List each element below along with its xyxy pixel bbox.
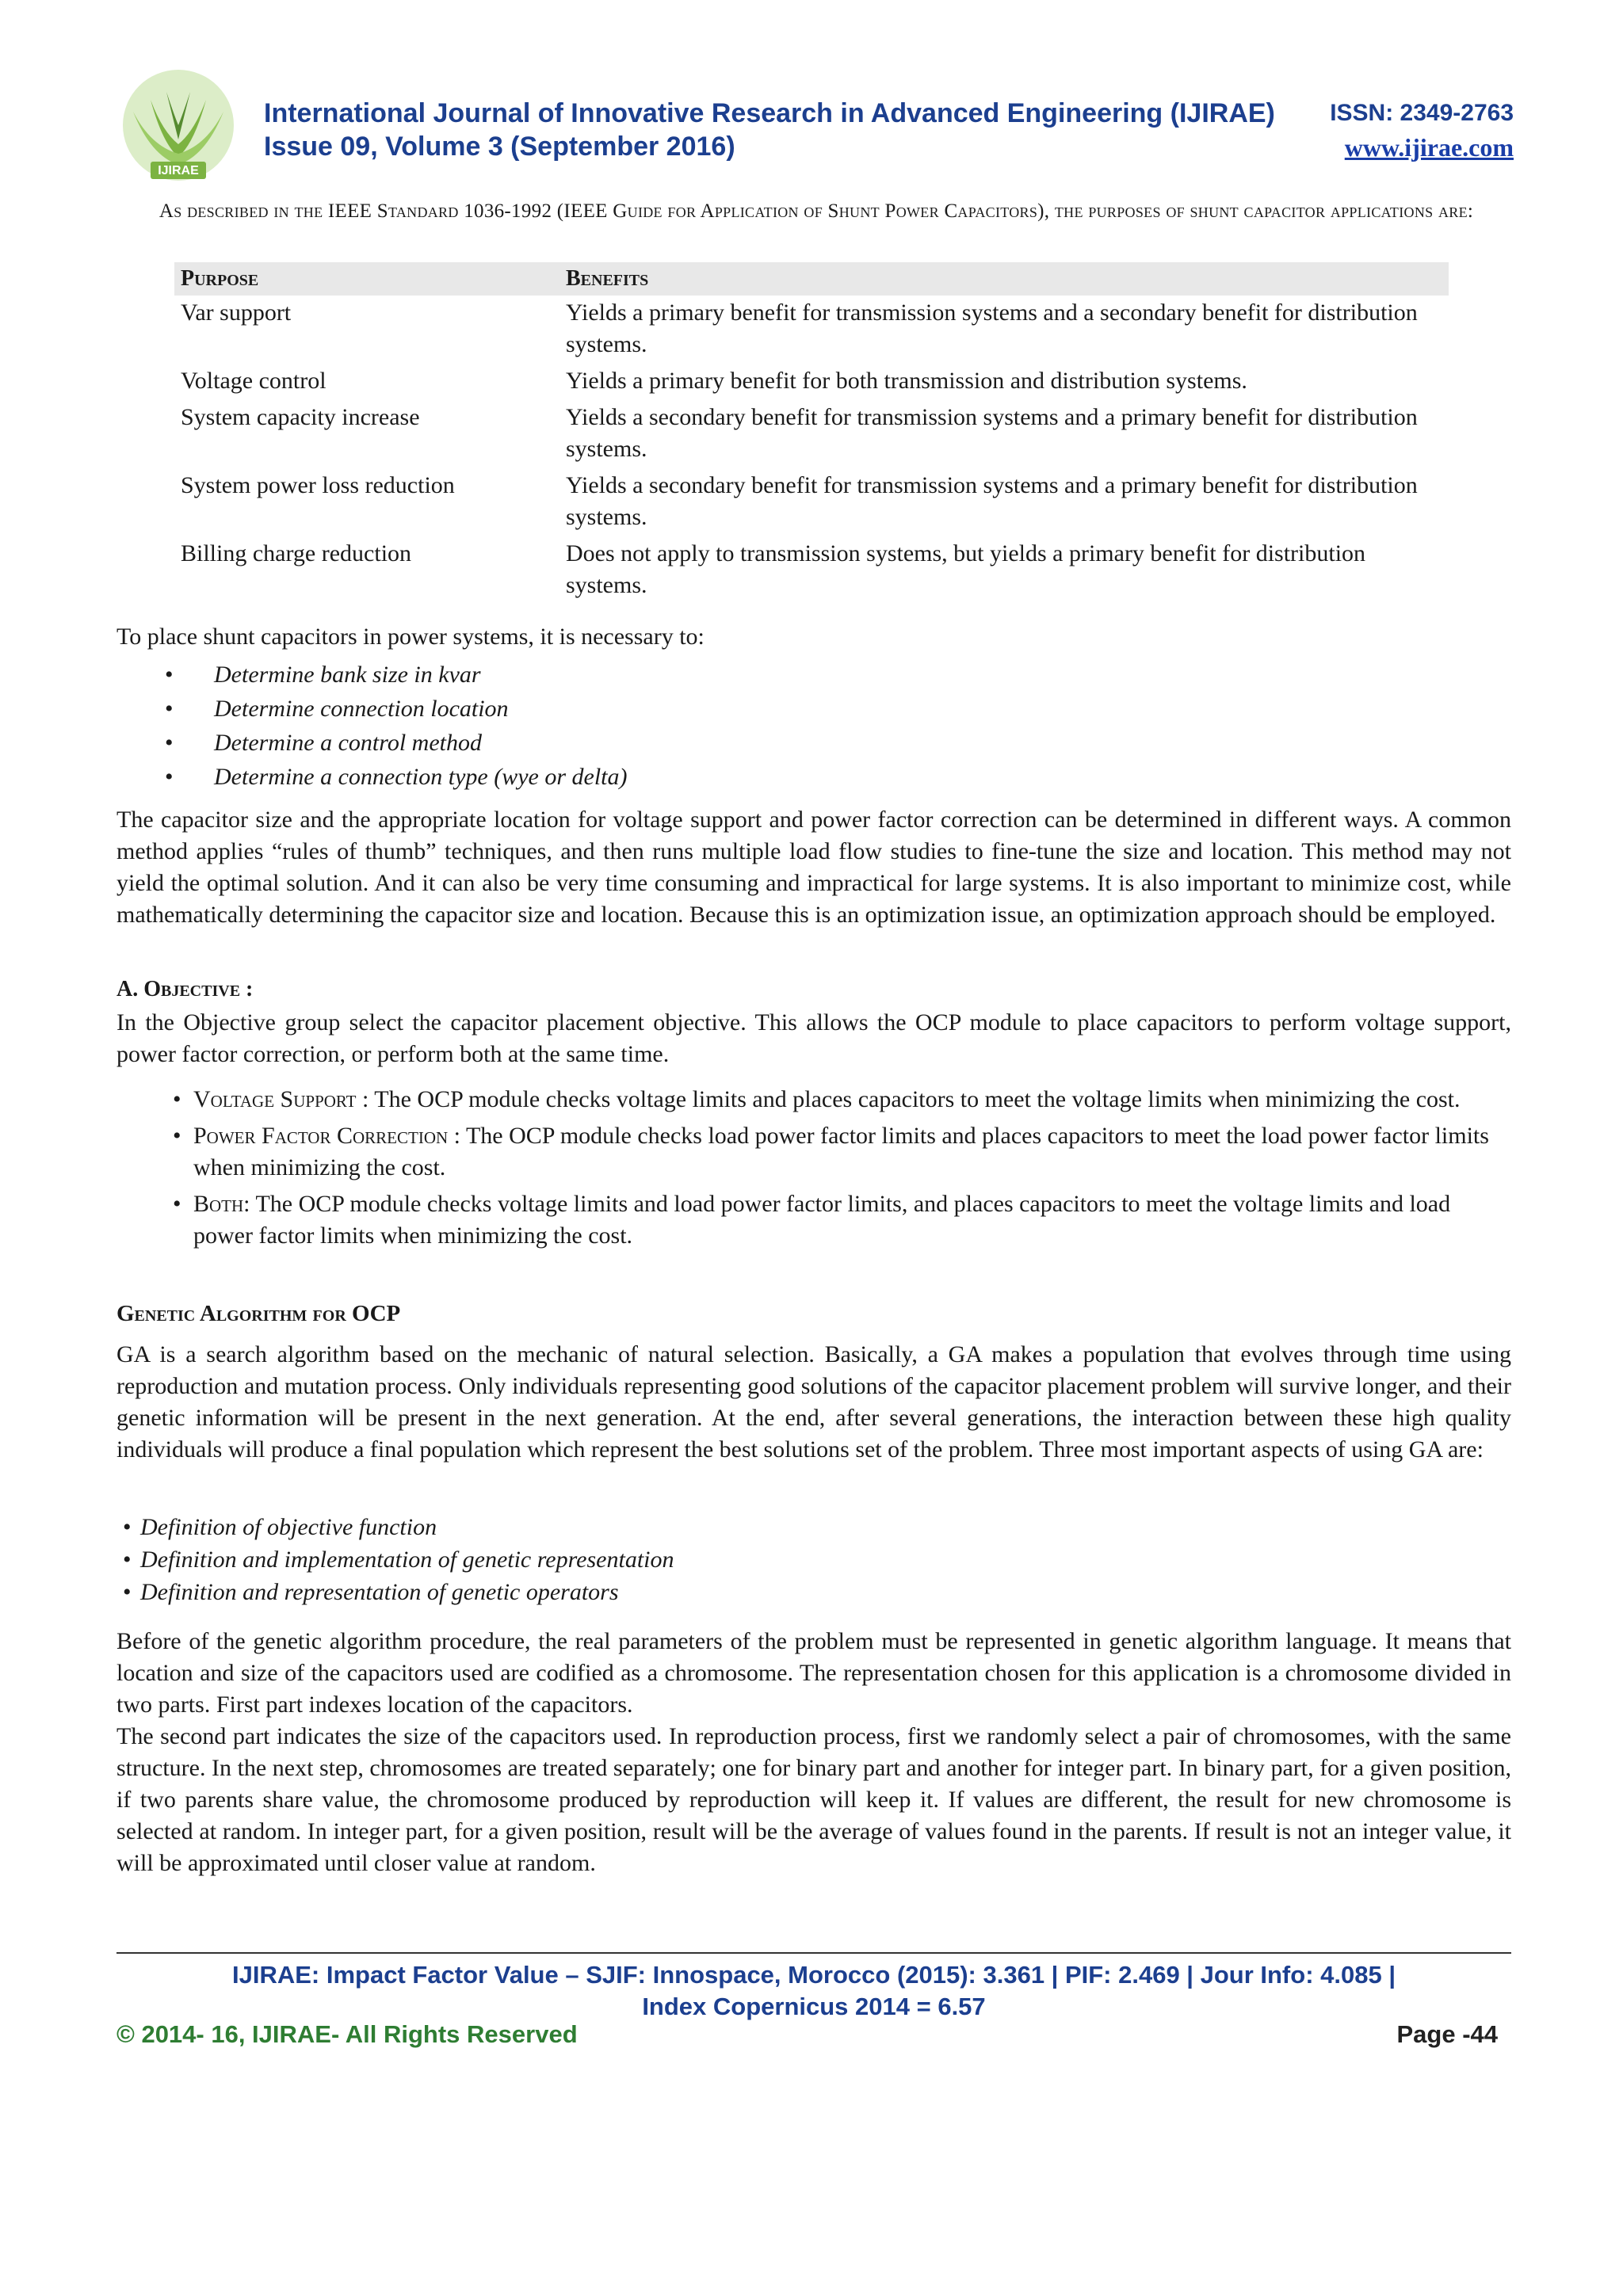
ga-aspects-list	[123, 1511, 674, 1608]
footer-divider	[116, 1952, 1511, 1954]
list-item: • Determine a control method	[165, 726, 627, 760]
task-list	[165, 658, 627, 794]
table-cell-purpose: Var support	[181, 299, 292, 326]
table-cell-purpose: Billing charge reduction	[181, 540, 412, 566]
table-row	[174, 400, 1449, 468]
journal-url-link[interactable]: www.ijirae.com	[1344, 133, 1514, 162]
table-header-purpose: Purpose	[174, 262, 559, 296]
table-cell-benefit: Yields a primary benefit for transmission systems and a secondary benefit for distribution systems.	[566, 299, 1418, 357]
lead-sentence: To place shunt capacitors in power systems, it is necessary to:	[116, 624, 705, 650]
list-item: • Definition of objective function	[123, 1511, 674, 1543]
paragraph-objective: In the Objective group select the capacitor placement objective. This allows the OCP module to place capacitors to perform voltage support, power factor correction, or perform both at the same time.	[116, 1009, 1511, 1067]
list-item: • Determine bank size in kvar	[165, 658, 627, 692]
table-cell-benefit: Yields a secondary benefit for transmission systems and a primary benefit for distribution systems.	[566, 472, 1418, 530]
shunt-capacitor-purpose-table	[174, 262, 1449, 605]
list-item	[173, 1084, 1512, 1116]
objective-label: Both:	[193, 1191, 250, 1217]
journal-issn: ISSN: 2349-2763	[1330, 100, 1514, 126]
footer-impact-line-2: Index Copernicus 2014 = 6.57	[642, 1993, 986, 2020]
paragraph-ga: GA is a search algorithm based on the mechanic of natural selection. Basically, a GA makes a population that evolves through time using reproduction and mutation process. Only individuals representing good solutions of the capacitor placement problem will survive longer, and their genetic information will be present in the next generation. At the end, after several generations, the interaction between these high quality individuals will produce a final population which represent the best solutions set of the problem. Three most important aspects of using GA are:	[116, 1341, 1511, 1463]
table-cell-purpose: System power loss reduction	[181, 472, 455, 498]
table-cell-purpose: System capacity increase	[181, 404, 420, 430]
section-heading-genetic-algorithm: Genetic Algorithm for OCP	[116, 1301, 401, 1326]
paragraph-representation: Before of the genetic algorithm procedure, the real parameters of the problem must be represented in genetic algorithm language. It means that location and size of the capacitors used are codified as a chromosome. The representation chosen for this application is a chromosome divided in two parts. First part indexes location of the capacitors.	[116, 1628, 1511, 1718]
objective-label: Voltage Support :	[193, 1086, 369, 1112]
list-item	[173, 1188, 1512, 1252]
table-cell-purpose: Voltage control	[181, 368, 327, 394]
table-row	[174, 296, 1449, 364]
objective-text: The OCP module checks voltage limits and places capacitors to meet the voltage limits when minimizing the cost.	[369, 1086, 1461, 1112]
footer-impact-line-1: IJIRAE: Impact Factor Value – SJIF: Innospace, Morocco (2015): 3.361 | PIF: 2.469 | Jour Info: 4.085 |	[232, 1961, 1396, 1989]
list-item: • Definition and implementation of genetic representation	[123, 1543, 674, 1576]
objective-list	[173, 1084, 1512, 1257]
journal-issue: Issue 09, Volume 3 (September 2016)	[264, 132, 735, 162]
footer-copyright: © 2014- 16, IJIRAE- All Rights Reserved	[116, 2020, 578, 2048]
table-cell-benefit: Yields a secondary benefit for transmission systems and a primary benefit for distribution systems.	[566, 404, 1418, 462]
table-caption: As described in the IEEE Standard 1036-1992 (IEEE Guide for Application of Shunt Power Capacitors), the purposes of shunt capacitor applications are:	[158, 200, 1474, 222]
table-cell-benefit: Yields a primary benefit for both transmission and distribution systems.	[566, 368, 1247, 394]
journal-title: International Journal of Innovative Research in Advanced Engineering (IJIRAE)	[264, 98, 1275, 128]
section-heading-objective: A. Objective :	[116, 977, 254, 1001]
table-row	[174, 364, 1449, 400]
list-item	[173, 1120, 1512, 1184]
paragraph-method: The capacitor size and the appropriate location for voltage support and power factor correction can be determined in different ways. A common method applies “rules of thumb” techniques, and then runs multiple load flow studies to fine-tune the size and location. This method may not yield the optimal solution. And it can also be very time consuming and impractical for large systems. It is also important to minimize cost, while mathematically determining the capacitor size and location. Because this is an optimization issue, an optimization approach should be employed.	[116, 807, 1511, 928]
svg-text:IJIRAE: IJIRAE	[158, 164, 199, 177]
table-row	[174, 468, 1449, 536]
list-item: • Determine connection location	[165, 692, 627, 726]
table-cell-benefit: Does not apply to transmission systems, but yields a primary benefit for distribution systems.	[566, 540, 1366, 598]
table-row	[174, 536, 1449, 605]
list-item: • Definition and representation of genetic operators	[123, 1576, 674, 1608]
objective-text: The OCP module checks load power factor limits and places capacitors to meet the load power factor limits when minimizing the cost.	[193, 1123, 1489, 1180]
page-number: Page -44	[1396, 2020, 1498, 2048]
paragraph-reproduction: The second part indicates the size of the capacitors used. In reproduction process, first we randomly select a pair of chromosomes, with the same structure. In the next step, chromosomes are treated separately; one for binary part and another for integer part. In binary part, for a given position, if two parents share value, the chromosome produced by reproduction will keep it. If values are different, the result for new chromosome is selected at random. In integer part, for a given position, result will be the average of values found in the parents. If result is not an integer value, it will be approximated until closer value at random.	[116, 1723, 1511, 1876]
journal-header	[119, 62, 1514, 189]
footer-impact-factors	[116, 1959, 1511, 2023]
objective-text: The OCP module checks voltage limits and load power factor limits, and places capacitors to meet the voltage limits and load power factor limits when minimizing the cost.	[193, 1191, 1451, 1249]
journal-logo-icon	[119, 68, 238, 187]
objective-label: Power Factor Correction :	[193, 1123, 460, 1149]
table-header-benefits: Benefits	[559, 262, 1449, 296]
list-item: • Determine a connection type (wye or delta)	[165, 760, 627, 794]
